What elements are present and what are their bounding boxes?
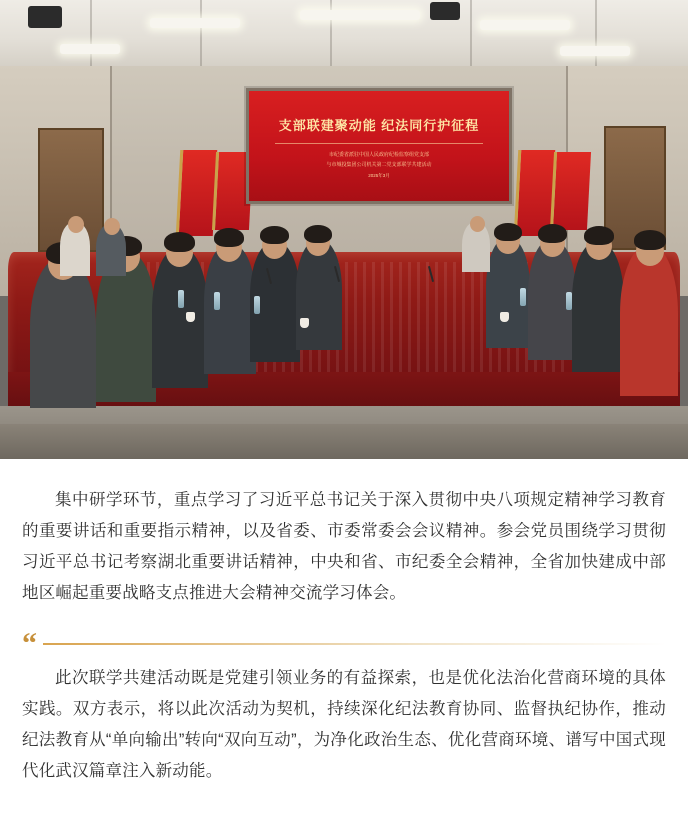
flag-right bbox=[514, 150, 556, 236]
ceiling-light bbox=[560, 46, 630, 56]
participant bbox=[152, 248, 208, 388]
ceiling-seam bbox=[90, 0, 92, 72]
tea-cup bbox=[186, 312, 195, 322]
ceiling-speaker bbox=[28, 6, 62, 28]
paragraph-quote: 此次联学共建活动既是党建引领业务的有益探索，也是优化法治化营商环境的具体实践。双方表示，将以此次活动为契机，持续深化纪法教育协同、监督执纪协作，推动纪法教育从“单向输出”转向“双向互动”，为净化政治生态、优化营商环境、谱写中国式现代化武汉篇章注入新动能。 bbox=[22, 669, 666, 780]
screen-subtitle-line2: 与市城投集团公司机关第二党支部联学共建活动 bbox=[326, 162, 432, 168]
ceiling-light bbox=[150, 18, 240, 28]
water-bottle bbox=[566, 292, 572, 310]
participant-hair bbox=[584, 226, 614, 245]
ceiling-light bbox=[480, 20, 570, 30]
quote-mark-icon: “ bbox=[22, 627, 35, 660]
ceiling-seam bbox=[470, 0, 472, 72]
participant-head bbox=[104, 218, 120, 235]
carpet bbox=[0, 424, 688, 459]
presentation-screen bbox=[246, 88, 512, 204]
screen-subtitle-line3: 2025年3月 bbox=[368, 173, 390, 178]
participant-hair bbox=[260, 226, 289, 244]
water-bottle bbox=[178, 290, 184, 308]
participant-hair bbox=[634, 230, 666, 250]
participant-hair bbox=[164, 232, 195, 252]
article-body bbox=[0, 459, 688, 797]
ceiling-light bbox=[60, 44, 120, 54]
participant-hair bbox=[538, 224, 567, 243]
screen-subtitle-line1: 市纪委省派驻中国人民政府纪检监察组党支部 bbox=[328, 152, 429, 158]
water-bottle bbox=[520, 288, 526, 306]
ceiling-seam bbox=[200, 0, 202, 72]
participant-hair bbox=[214, 228, 244, 247]
participant bbox=[204, 244, 256, 374]
flag-left bbox=[176, 150, 218, 236]
participant bbox=[572, 242, 624, 372]
quote-block bbox=[22, 627, 666, 787]
participant-hair bbox=[494, 223, 522, 241]
paragraph-1: 集中研学环节，重点学习了习近平总书记关于深入贯彻中央八项规定精神学习教育的重要讲话和重要指示精神，以及省委、市委常委会会议精神。参会党员围绕学习贯彻习近平总书记考察湖北重要讲话精神，中央和省、市纪委全会精神，全省加快建成中部地区崛起重要战略支点推进大会精神交流学习体会。 bbox=[22, 491, 666, 602]
ceiling-light bbox=[300, 10, 420, 20]
ceiling-seam bbox=[595, 0, 597, 72]
screen-title: 支部联建聚动能 纪法同行护征程 bbox=[278, 118, 480, 133]
flag-right-2 bbox=[550, 152, 591, 230]
tea-cup bbox=[300, 318, 309, 328]
screen-divider bbox=[275, 143, 483, 144]
water-bottle bbox=[214, 292, 220, 310]
participant-hair bbox=[304, 225, 332, 243]
tea-cup bbox=[500, 312, 509, 322]
quote-decoration bbox=[22, 627, 666, 660]
participant bbox=[30, 258, 96, 408]
water-bottle bbox=[254, 296, 260, 314]
participant bbox=[296, 240, 342, 350]
participant-head bbox=[68, 216, 84, 233]
participant-head bbox=[470, 216, 485, 232]
quote-divider bbox=[43, 643, 666, 645]
ceiling-speaker bbox=[430, 2, 460, 20]
participant-red-vest bbox=[620, 246, 678, 396]
